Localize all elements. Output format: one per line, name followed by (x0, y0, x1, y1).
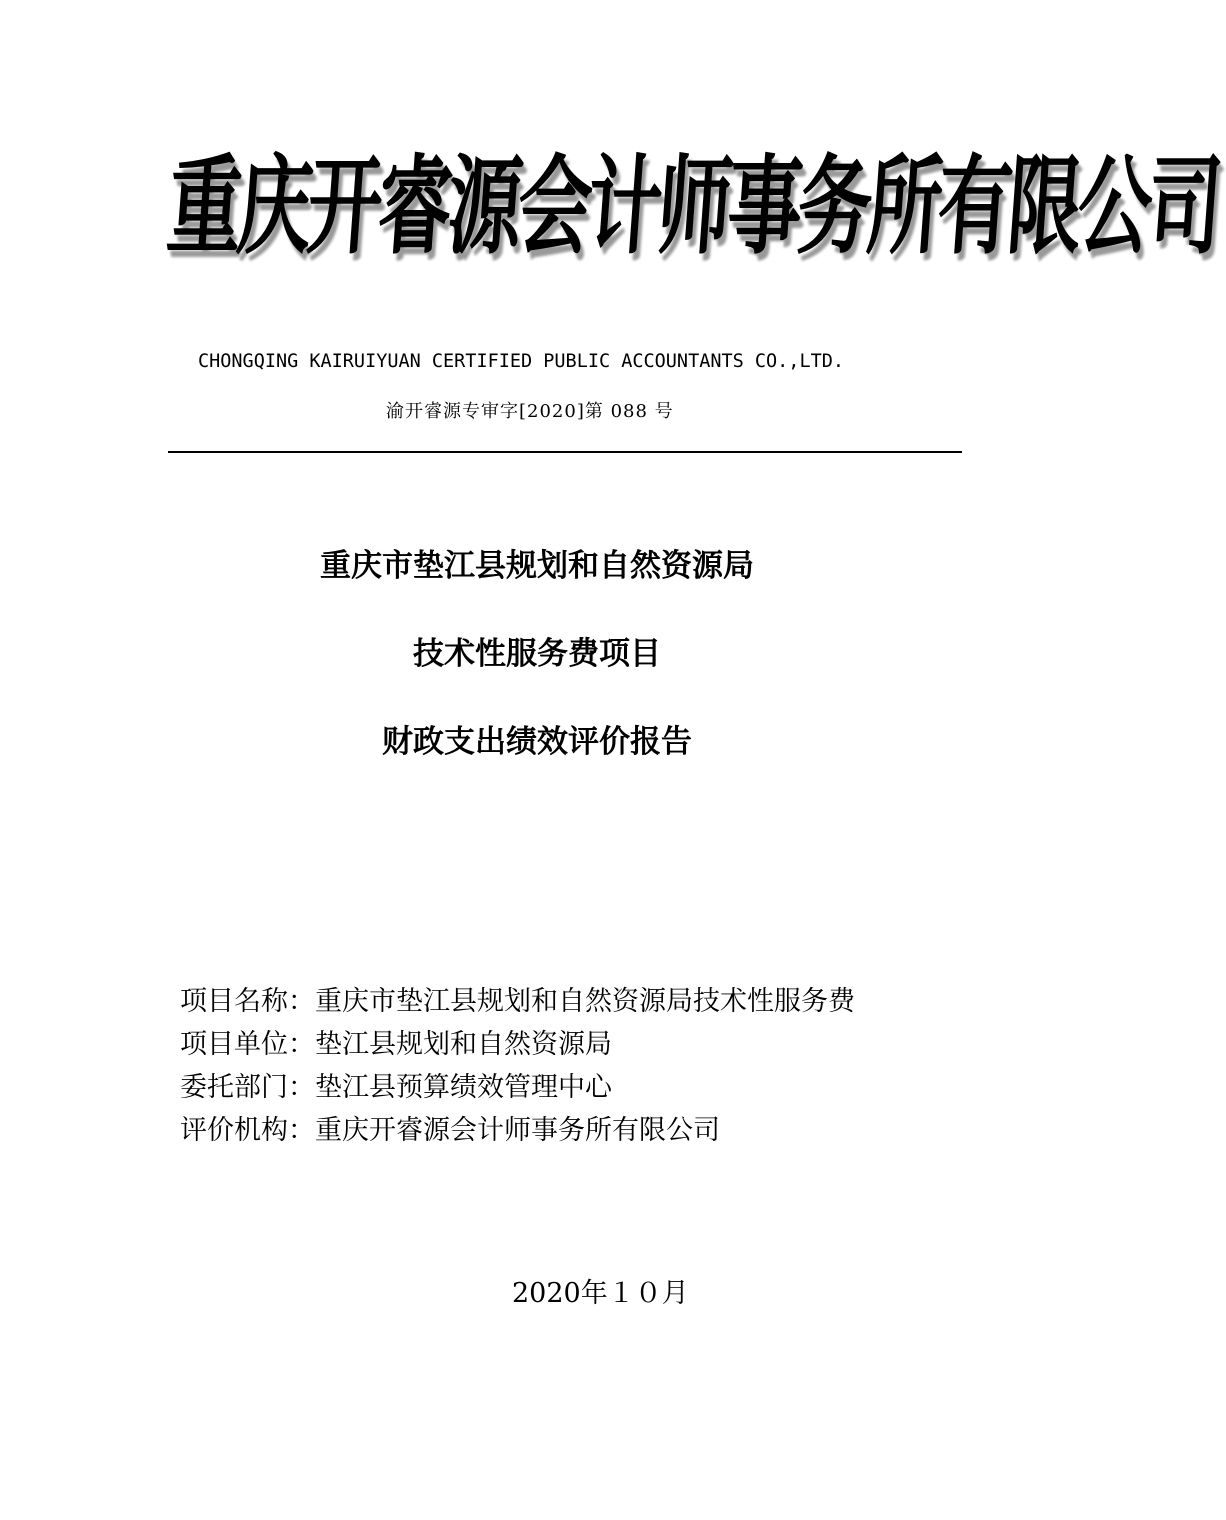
reference-number: 渝开睿源专审字[2020]第 088 号 (386, 401, 674, 422)
info-label: 评价机构： (180, 1115, 315, 1146)
info-label: 委托部门： (180, 1072, 315, 1103)
info-row-project-unit (180, 1023, 1020, 1066)
info-row-project-name (180, 980, 1020, 1023)
info-value: 重庆开睿源会计师事务所有限公司 (315, 1115, 720, 1146)
firm-name-calligraphy: 重庆开睿源会计师事务所有限公司 (163, 144, 1223, 270)
project-info-block (180, 980, 1020, 1152)
report-title-line-3: 财政支出绩效评价报告 (382, 724, 692, 760)
info-label: 项目单位： (180, 1029, 315, 1060)
info-row-commissioning-dept (180, 1066, 1020, 1109)
info-value: 垫江县规划和自然资源局 (315, 1029, 612, 1060)
info-row-evaluation-agency (180, 1109, 1020, 1152)
report-date: 2020年１０月 (512, 1278, 689, 1309)
info-label: 项目名称： (180, 986, 315, 1017)
report-title-line-1: 重庆市垫江县规划和自然资源局 (320, 548, 754, 584)
info-value: 重庆市垫江县规划和自然资源局技术性服务费 (315, 986, 855, 1017)
report-title-line-2: 技术性服务费项目 (413, 636, 661, 672)
info-value: 垫江县预算绩效管理中心 (315, 1072, 612, 1103)
header-divider (168, 451, 962, 453)
firm-name-english: CHONGQING KAIRUIYUAN CERTIFIED PUBLIC ACCOUNTANTS CO.,LTD. (198, 351, 845, 372)
